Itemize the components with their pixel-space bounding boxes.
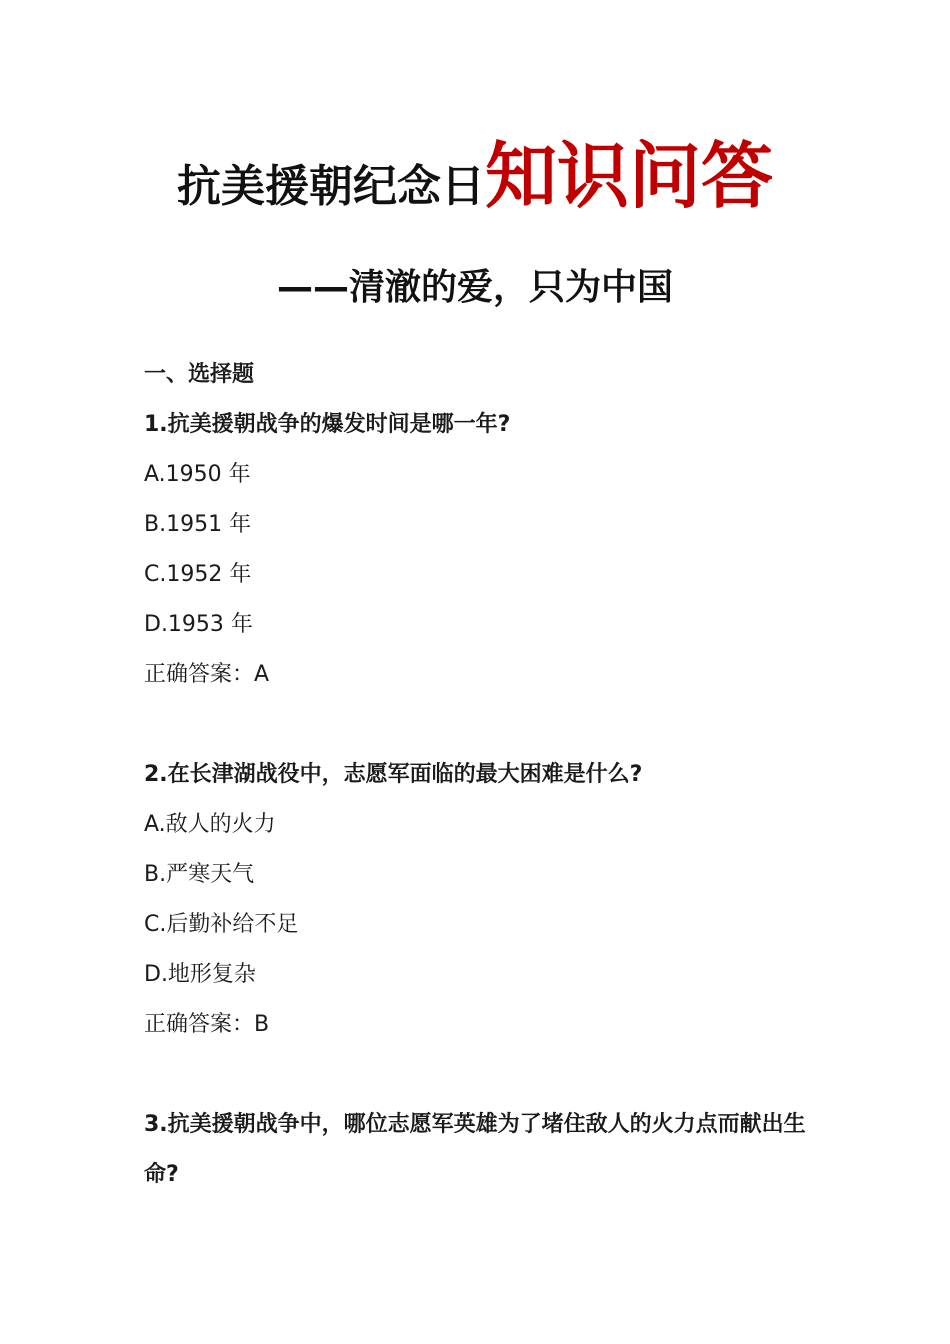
question-2-option-c: C.后勤补给不足 [144,912,299,937]
question-2-option-b: B.严寒天气 [144,862,255,887]
spacer [144,1050,824,1100]
title-black-part: 抗美援朝纪念日 [176,161,485,212]
spacer [144,700,824,750]
document-subtitle: ——清澈的爱，只为中国 [276,267,673,308]
question-1: 1.抗美援朝战争的爆发时间是哪一年? [144,412,511,437]
question-1-answer: 正确答案：A [144,662,270,687]
question-1-option-a: A.1950 年 [144,462,251,487]
question-1-option-d: D.1953 年 [144,612,253,637]
question-1-option-c: C.1952 年 [144,562,252,587]
question-3: 3.抗美援朝战争中，哪位志愿军英雄为了堵住敌人的火力点而献出生命? [144,1112,806,1187]
question-2-option-d: D.地形复杂 [144,962,256,987]
document-body [144,350,824,1200]
question-2: 2.在长津湖战役中，志愿军面临的最大困难是什么? [144,762,643,787]
section-heading: 一、选择题 [144,362,255,387]
question-2-option-a: A.敌人的火力 [144,812,276,837]
question-1-option-b: B.1951 年 [144,512,252,537]
document-title [0,134,950,218]
question-2-answer: 正确答案：B [144,1012,270,1037]
title-red-part: 知识问答 [484,134,773,218]
